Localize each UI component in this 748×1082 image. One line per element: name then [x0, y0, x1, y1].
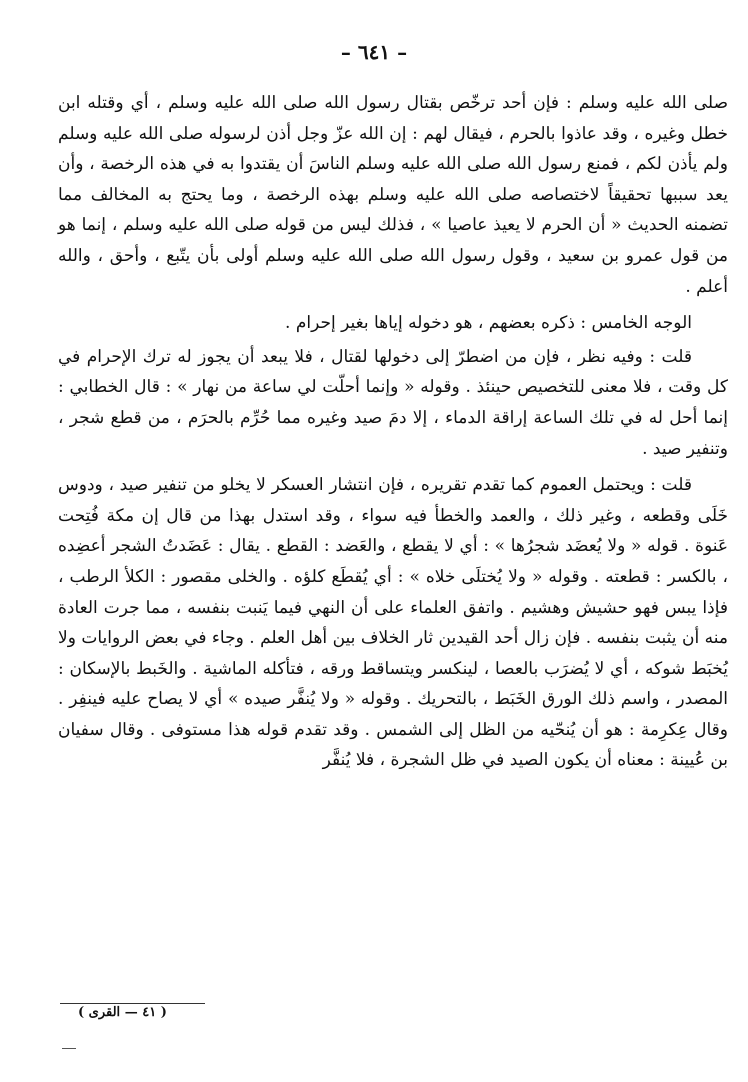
paragraph-3: قلت : وفيه نظر ، فإن من اضطرّ إلى دخولها لقتال ، فلا يبعد أن يجوز له ترك الإحرام في كل وقت ، فلا معنى للتخصيص حينئذ . وقوله « وإنما أحلّت لي ساعة من نهار » : قال الخطابي : إنما أحل له في تلك الساعة إراقة الدماء ، إلا دمَ صيد وغيره مما حُرِّم بالحرَم ، من قطع شجر ، وتنفير صيد .	[58, 346, 728, 459]
paragraph-4: قلت : ويحتمل العموم كما تقدم تقريره ، فإن انتشار العسكر لا يخلو من تنفير صيد ، ودوس خَلَى وقطعه ، وغير ذلك ، والعمد والخطأ فيه سواء ، وقد استدل بهذا من قال إن مكة فُتِحت عَنوة . قوله « ولا يُعضَد شجرُها » : أي لا يقطع ، والعَضد : القطع . يقال : عَضَدتُ الشجر أعضِده ، بالكسر : قطعته . وقوله « ولا يُختلَى خلاه » : أي يُقطَع كلؤه . والخلى مقصور : الكلأ الرطب ، فإذا يبس فهو حشيش وهشيم . واتفق العلماء على أن النهي فيما يَنبت بنفسه ، مما جرت العادة منه أن يثبت بنفسه . فإن زال أحد القيدين ثار الخلاف بين أهل العلم . وجاء في بعض الروايات ولا يُخبَط شوكه ، أي لا يُضرَب بالعصا ، لينكسر ويتساقط ورقه ، فتأكله الماشية . والخَبط بالإسكان : المصدر ، واسم ذلك الورق الخَبَط ، بالتحريك . وقوله « ولا يُنفَّر صيده » أي لا يصاح عليه فينفِر . وقال عِكرِمة : هو أن يُنحّيه من الظل إلى الشمس . وقد تقدم قوله هذا مستوفى . وقال سفيان بن عُيينة : معناه أن يكون الصيد في ظل الشجرة ، فلا يُنفَّر	[58, 475, 728, 771]
printer-signature: ( ٤١ — القرى )	[78, 1005, 167, 1020]
body-text	[58, 88, 728, 779]
signature-rule	[60, 1003, 205, 1004]
page-number: – ٦٤١ –	[340, 40, 408, 64]
corner-rule	[62, 1048, 76, 1049]
paragraph-2: الوجه الخامس : ذكره بعضهم ، هو دخوله إياها بغير إحرام .	[285, 313, 692, 334]
paragraph-1: صلى الله عليه وسلم : فإن أحد ترخّص بقتال رسول الله صلى الله عليه وسلم ، أي وقتله ابن خطل وغيره ، وقد عاذوا بالحرم ، فيقال لهم : إن الله عزّ وجل أذن لرسوله صلى الله عليه وسلم ولم يأذن لكم ، فمنع رسول الله صلى الله عليه وسلم الناسَ أن يقتدوا به في هذه الرخصة ، وأن يعد سببها تحقيقاً لاختصاصه صلى الله عليه وسلم بهذه الرخصة ، وما يحتج به المخالف مما تضمنه الحديث « أن الحرم لا يعيذ عاصيا » ، فذلك ليس من قوله صلى الله عليه وسلم ، إنما هو من قول عمرو بن سعيد ، وقول رسول الله صلى الله عليه وسلم أولى بأن يتّبع ، وأحق ، والله أعلم .	[58, 93, 728, 297]
